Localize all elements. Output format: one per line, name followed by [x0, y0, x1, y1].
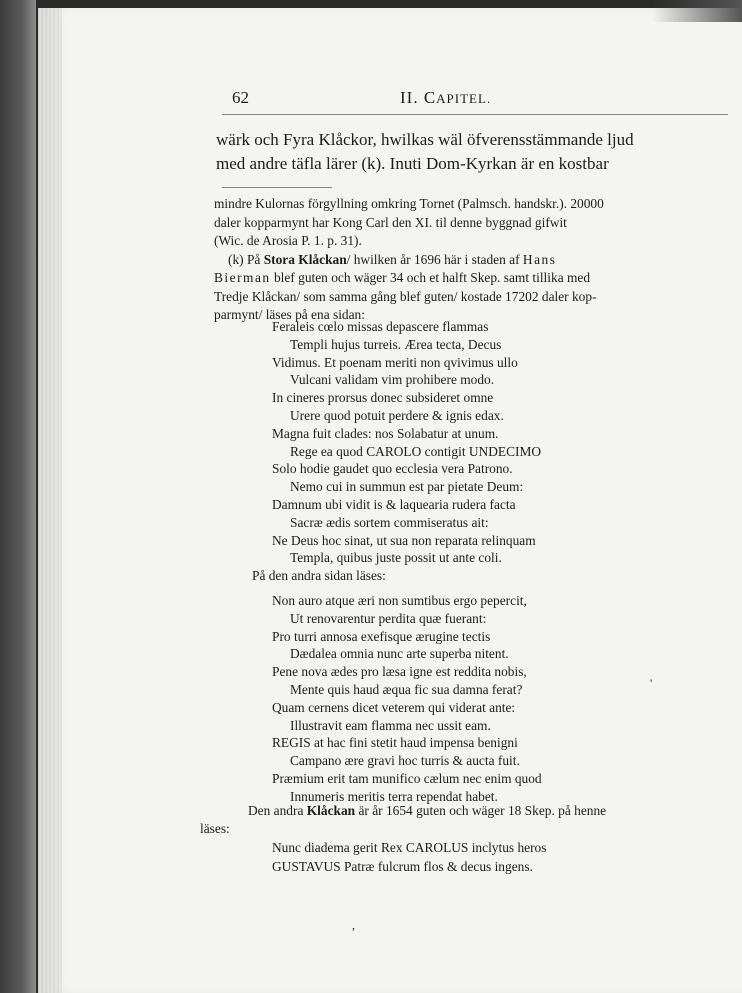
third-paragraph-end: läses:: [200, 821, 230, 836]
verse-line: Vulcani validam vim prohibere modo.: [290, 372, 495, 388]
footnote-text: (k) På: [228, 251, 264, 267]
verse-line: Non auro atque æri non sumtibus ergo pepercit,: [272, 593, 527, 608]
verse-line: Ut renovarentur perdita quæ fuerant:: [290, 610, 487, 626]
page-header: [222, 86, 728, 115]
verse-line: Ne Deus hoc sinat, ut sua non reparata relinquam: [272, 532, 536, 548]
page-number: 62: [232, 88, 249, 107]
latin-inscription-2: [272, 592, 542, 806]
verse-line: Templi hujus turreis. Ærea tecta, Decus: [290, 336, 502, 352]
main-line: wärk och Fyra Klåckor, hwilkas wäl öfverensstämmande ljud: [216, 130, 634, 149]
verse-line: Præmium erit tam munifico cælum nec enim quod: [272, 770, 542, 786]
verse-line: Damnum ubi vidit is & laquearia rudera facta: [272, 496, 516, 512]
verse-line: Templa, quibus juste possit ut ante coli.: [290, 550, 502, 566]
latin-inscription-1: [272, 318, 541, 567]
chapter-rest: APITEL.: [436, 91, 492, 106]
stray-mark: ': [650, 676, 653, 690]
para-text: är år 1654 guten och wäger 18 Skep. på henne: [355, 803, 607, 818]
verse-line: Rege ea quod CAROLO contigit UNDECIMO: [290, 443, 542, 459]
footnote-line: [214, 214, 714, 233]
para-text: Den andra: [248, 803, 307, 818]
verse-line: Magna fuit clades: nos Solabatur at unum.: [272, 425, 499, 441]
founder-name: Hans: [522, 251, 557, 267]
bell-name-andra: Klåckan: [306, 803, 356, 818]
footnote: [214, 195, 714, 325]
verse-line: Quam cernens dicet veterem qui viderat ante:: [272, 699, 516, 715]
verse-line: Innumeris meritis terra rependat habet.: [290, 788, 498, 804]
verse-line: Campano ære gravi hoc turris & aucta fuit.: [290, 753, 520, 769]
chapter-cap: C: [423, 88, 437, 107]
third-paragraph: [248, 803, 606, 819]
book-binding: [0, 0, 36, 993]
verse-line: Pro turri annosa exefisque ærugine tectis: [272, 628, 491, 644]
main-text: [216, 128, 716, 176]
verse-line: Urere quod potuit perdere & ignis edax.: [290, 407, 504, 423]
verse-line: Vidimus. Et poenam meriti non qvivimus ullo: [272, 354, 518, 370]
stray-mark: ,: [352, 918, 355, 932]
footnote-text: / hwilken år 1696 här i staden af: [346, 251, 523, 267]
verse-line: Mente quis haud æqua fic sua damna ferat?: [290, 681, 523, 697]
footnote-text: blef guten och wäger 34 och et halft Skep. samt tillika med: [270, 270, 591, 285]
verse-line: In cineres prorsus donec subsideret omne: [272, 390, 494, 406]
verse-line: Solo hodie gaudet quo ecclesia vera Patrono.: [272, 461, 513, 477]
verse-line: Feraleis cœlo missas depascere flammas: [272, 319, 489, 334]
verse-line: Pene nova ædes pro læsa igne est reddita nobis,: [272, 664, 527, 680]
footnote-line: mindre Kulornas förgyllning omkring Tornet (Palmsch. handskr.). 20000: [214, 196, 604, 211]
verse-line: Nemo cui in summun est par pietate Deum:: [290, 479, 524, 495]
latin-inscription-3: [272, 838, 546, 876]
verse-line: Nunc diadema gerit Rex CAROLUS inclytus heros: [272, 840, 547, 855]
verse-line: Dædalea omnia nunc arte superba nitent.: [290, 646, 509, 662]
verse-line: Sacræ ædis sortem commiseratus ait:: [290, 514, 489, 530]
footnote-line: Tredje Klåckan/ som samma gång blef guten/ kostade 17202 daler kop-: [214, 288, 597, 304]
founder-surname: Bierman: [214, 270, 271, 285]
footnote-line: parmynt/ läses på ena sidan:: [214, 307, 365, 322]
footnote-text: daler kopparmynt har Kong Carl den XI. til denne byggnad gifwit: [214, 214, 567, 230]
footnote-rule: [222, 187, 332, 188]
footnote-line: [214, 251, 714, 270]
main-line: med andre täfla lärer (k). Inuti Dom-Kyrkan är en kostbar: [216, 154, 609, 173]
running-head: [400, 88, 491, 108]
side-text: På den andra sidan läses:: [252, 568, 386, 583]
verse-line: Illustravit eam flamma nec ussit eam.: [290, 717, 491, 733]
verse-line: GUSTAVUS Patræ fulcrum flos & decus ingens.: [272, 859, 533, 874]
corner-shadow: [652, 0, 742, 22]
bell-name-stora: Stora Klåckan: [263, 251, 347, 267]
page-edges: [38, 8, 62, 993]
chapter-number: II.: [400, 88, 419, 107]
verse-line: REGIS at hac fini stetit haud impensa benigni: [272, 735, 518, 751]
footnote-line: (Wic. de Arosia P. 1. p. 31).: [214, 233, 362, 248]
footnote-line: [214, 269, 714, 288]
